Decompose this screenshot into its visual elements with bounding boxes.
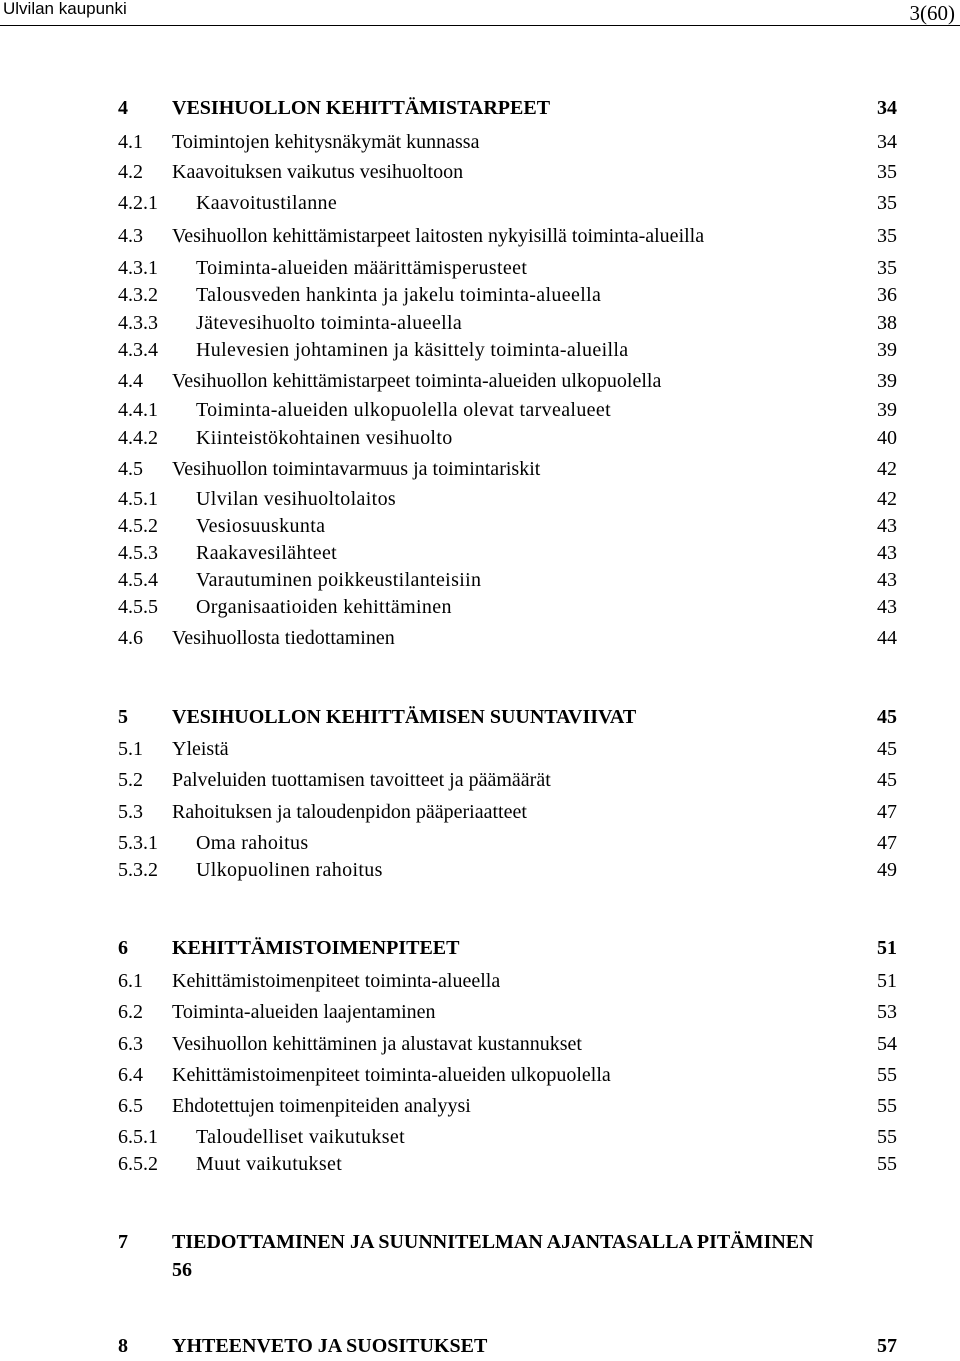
toc-entry-number: 4.2 [118, 161, 143, 183]
toc-entry-title: Kehittämistoimenpiteet toiminta-alueiden ulkopuolella [172, 1064, 611, 1086]
toc-entry-number: 4.5 [118, 458, 143, 480]
toc-entry-number: 4.5.1 [118, 488, 158, 510]
toc-entry-title: VESIHUOLLON KEHITTÄMISTARPEET [172, 97, 551, 119]
header-organization: Ulvilan kaupunki [3, 0, 127, 18]
toc-entry-number: 6.5 [118, 1095, 143, 1117]
toc-entry-page: 43 [877, 569, 897, 591]
toc-entry-number: 6.3 [118, 1033, 143, 1055]
toc-entry-page: 45 [877, 706, 897, 728]
toc-entry-page: 51 [877, 937, 897, 959]
toc-entry-title: Palveluiden tuottamisen tavoitteet ja päämäärät [172, 769, 551, 791]
toc-entry-page: 34 [877, 131, 897, 153]
toc-entry-page: 44 [877, 627, 897, 649]
toc-entry-title: Vesiosuuskunta [196, 515, 326, 537]
toc-entry-title: Oma rahoitus [196, 832, 309, 854]
toc-entry-title: VESIHUOLLON KEHITTÄMISEN SUUNTAVIIVAT [172, 706, 637, 728]
toc-entry-number: 4.4.1 [118, 399, 158, 421]
toc-entry-number: 4.3.4 [118, 339, 158, 361]
toc-entry-number: 4.5.4 [118, 569, 158, 591]
toc-entry-title: Rahoituksen ja taloudenpidon pääperiaatteet [172, 801, 527, 823]
toc-entry-title: Kaavoitustilanne [196, 192, 338, 214]
toc-entry-page: 55 [877, 1153, 897, 1175]
toc-entry-page: 47 [877, 832, 897, 854]
toc-entry-title: Kiinteistökohtainen vesihuolto [196, 427, 453, 449]
toc-entry-number: 4.5.3 [118, 542, 158, 564]
toc-entry-page: 39 [877, 370, 897, 392]
header-divider [0, 25, 960, 26]
toc-entry-title: TIEDOTTAMINEN JA SUUNNITELMAN AJANTASALLA PITÄMINEN [172, 1231, 814, 1253]
toc-entry-page: 43 [877, 515, 897, 537]
toc-entry-number: 6.5.1 [118, 1126, 158, 1148]
toc-entry-title: Varautuminen poikkeustilanteisiin [196, 569, 482, 591]
toc-entry-page: 45 [877, 769, 897, 791]
toc-entry-number: 7 [118, 1231, 128, 1253]
toc-entry-title: Vesihuollon kehittämistarpeet laitosten nykyisillä toiminta-alueilla [172, 225, 705, 247]
toc-entry-title: Vesihuollon toimintavarmuus ja toimintariskit [172, 458, 541, 480]
toc-entry-title: Jätevesihuolto toiminta-alueella [196, 312, 463, 334]
toc-entry-page: 35 [877, 257, 897, 279]
toc-entry-title: Vesihuollon kehittäminen ja alustavat kustannukset [172, 1033, 582, 1055]
toc-entry-title: Hulevesien johtaminen ja käsittely toiminta-alueilla [196, 339, 629, 361]
toc-entry-number: 4.4 [118, 370, 143, 392]
toc-entry-number: 5.1 [118, 738, 143, 760]
toc-entry-page: 55 [877, 1064, 897, 1086]
toc-entry-number: 4.2.1 [118, 192, 158, 214]
toc-entry-number: 6 [118, 937, 128, 959]
toc-entry-title: Raakavesilähteet [196, 542, 338, 564]
toc-entry-page: 42 [877, 458, 897, 480]
page-header [0, 0, 960, 28]
toc-entry-page: 35 [877, 192, 897, 214]
toc-entry-title: Kehittämistoimenpiteet toiminta-alueella [172, 970, 501, 992]
toc-entry-title: KEHITTÄMISTOIMENPITEET [172, 937, 460, 959]
toc-entry-page: 54 [877, 1033, 897, 1055]
toc-entry-number: 4.5.2 [118, 515, 158, 537]
toc-entry-page: 55 [877, 1095, 897, 1117]
toc-entry-page: 35 [877, 161, 897, 183]
toc-entry-title: Toimintojen kehitysnäkymät kunnassa [172, 131, 480, 153]
toc-entry-page: 53 [877, 1001, 897, 1023]
toc-entry-page: 45 [877, 738, 897, 760]
toc-entry-title: Organisaatioiden kehittäminen [196, 596, 452, 618]
toc-entry-page: 49 [877, 859, 897, 881]
toc-entry-title: Toiminta-alueiden määrittämisperusteet [196, 257, 528, 279]
toc-entry-number: 4.1 [118, 131, 143, 153]
toc-entry-title: Toiminta-alueiden laajentaminen [172, 1001, 436, 1023]
toc-entry-number: 4.3.3 [118, 312, 158, 334]
toc-entry-number: 5.2 [118, 769, 143, 791]
toc-entry-number: 4.4.2 [118, 427, 158, 449]
toc-entry-page: 43 [877, 596, 897, 618]
header-page-number: 3(60) [909, 1, 955, 25]
toc-entry-title: Vesihuollon kehittämistarpeet toiminta-alueiden ulkopuolella [172, 370, 662, 392]
toc-entry-page: 35 [877, 225, 897, 247]
toc-entry-page: 36 [877, 284, 897, 306]
toc-entry-number: 6.5.2 [118, 1153, 158, 1175]
toc-entry-number: 6.4 [118, 1064, 143, 1086]
toc-entry-page: 40 [877, 427, 897, 449]
toc-entry-page: 39 [877, 339, 897, 361]
toc-entry-number: 4.6 [118, 627, 143, 649]
toc-entry-title: Ehdotettujen toimenpiteiden analyysi [172, 1095, 471, 1117]
toc-entry-title: Muut vaikutukset [196, 1153, 343, 1175]
toc-entry-page: 55 [877, 1126, 897, 1148]
toc-entry-number: 8 [118, 1335, 128, 1357]
toc-entry-title: Ulkopuolinen rahoitus [196, 859, 383, 881]
toc-entry-number: 6.2 [118, 1001, 143, 1023]
toc-entry-number: 4 [118, 97, 128, 119]
toc-entry-page: 57 [877, 1335, 897, 1357]
toc-entry-number: 4.3.2 [118, 284, 158, 306]
toc-entry-title: Vesihuollosta tiedottaminen [172, 627, 395, 649]
toc-entry-page: 43 [877, 542, 897, 564]
toc-entry-title: Kaavoituksen vaikutus vesihuoltoon [172, 161, 464, 183]
toc-entry-page: 34 [877, 97, 897, 119]
toc-entry-page: 56 [172, 1259, 192, 1281]
toc-entry-title: Yleistä [172, 738, 229, 760]
toc-entry-page: 38 [877, 312, 897, 334]
toc-entry-page: 39 [877, 399, 897, 421]
toc-entry-page: 47 [877, 801, 897, 823]
toc-entry-number: 4.3 [118, 225, 143, 247]
toc-entry-number: 4.5.5 [118, 596, 158, 618]
toc-entry-title: Taloudelliset vaikutukset [196, 1126, 405, 1148]
toc-entry-number: 4.3.1 [118, 257, 158, 279]
toc-entry-page: 42 [877, 488, 897, 510]
toc-entry-number: 5 [118, 706, 128, 728]
toc-entry-title: Toiminta-alueiden ulkopuolella olevat tarvealueet [196, 399, 612, 421]
toc-entry-title: YHTEENVETO JA SUOSITUKSET [172, 1335, 488, 1357]
toc-entry-number: 5.3.1 [118, 832, 158, 854]
toc-entry-page: 51 [877, 970, 897, 992]
toc-entry-number: 5.3 [118, 801, 143, 823]
toc-entry-number: 5.3.2 [118, 859, 158, 881]
toc-entry-title: Talousveden hankinta ja jakelu toiminta-alueella [196, 284, 602, 306]
toc-entry-number: 6.1 [118, 970, 143, 992]
toc-entry-title: Ulvilan vesihuoltolaitos [196, 488, 397, 510]
